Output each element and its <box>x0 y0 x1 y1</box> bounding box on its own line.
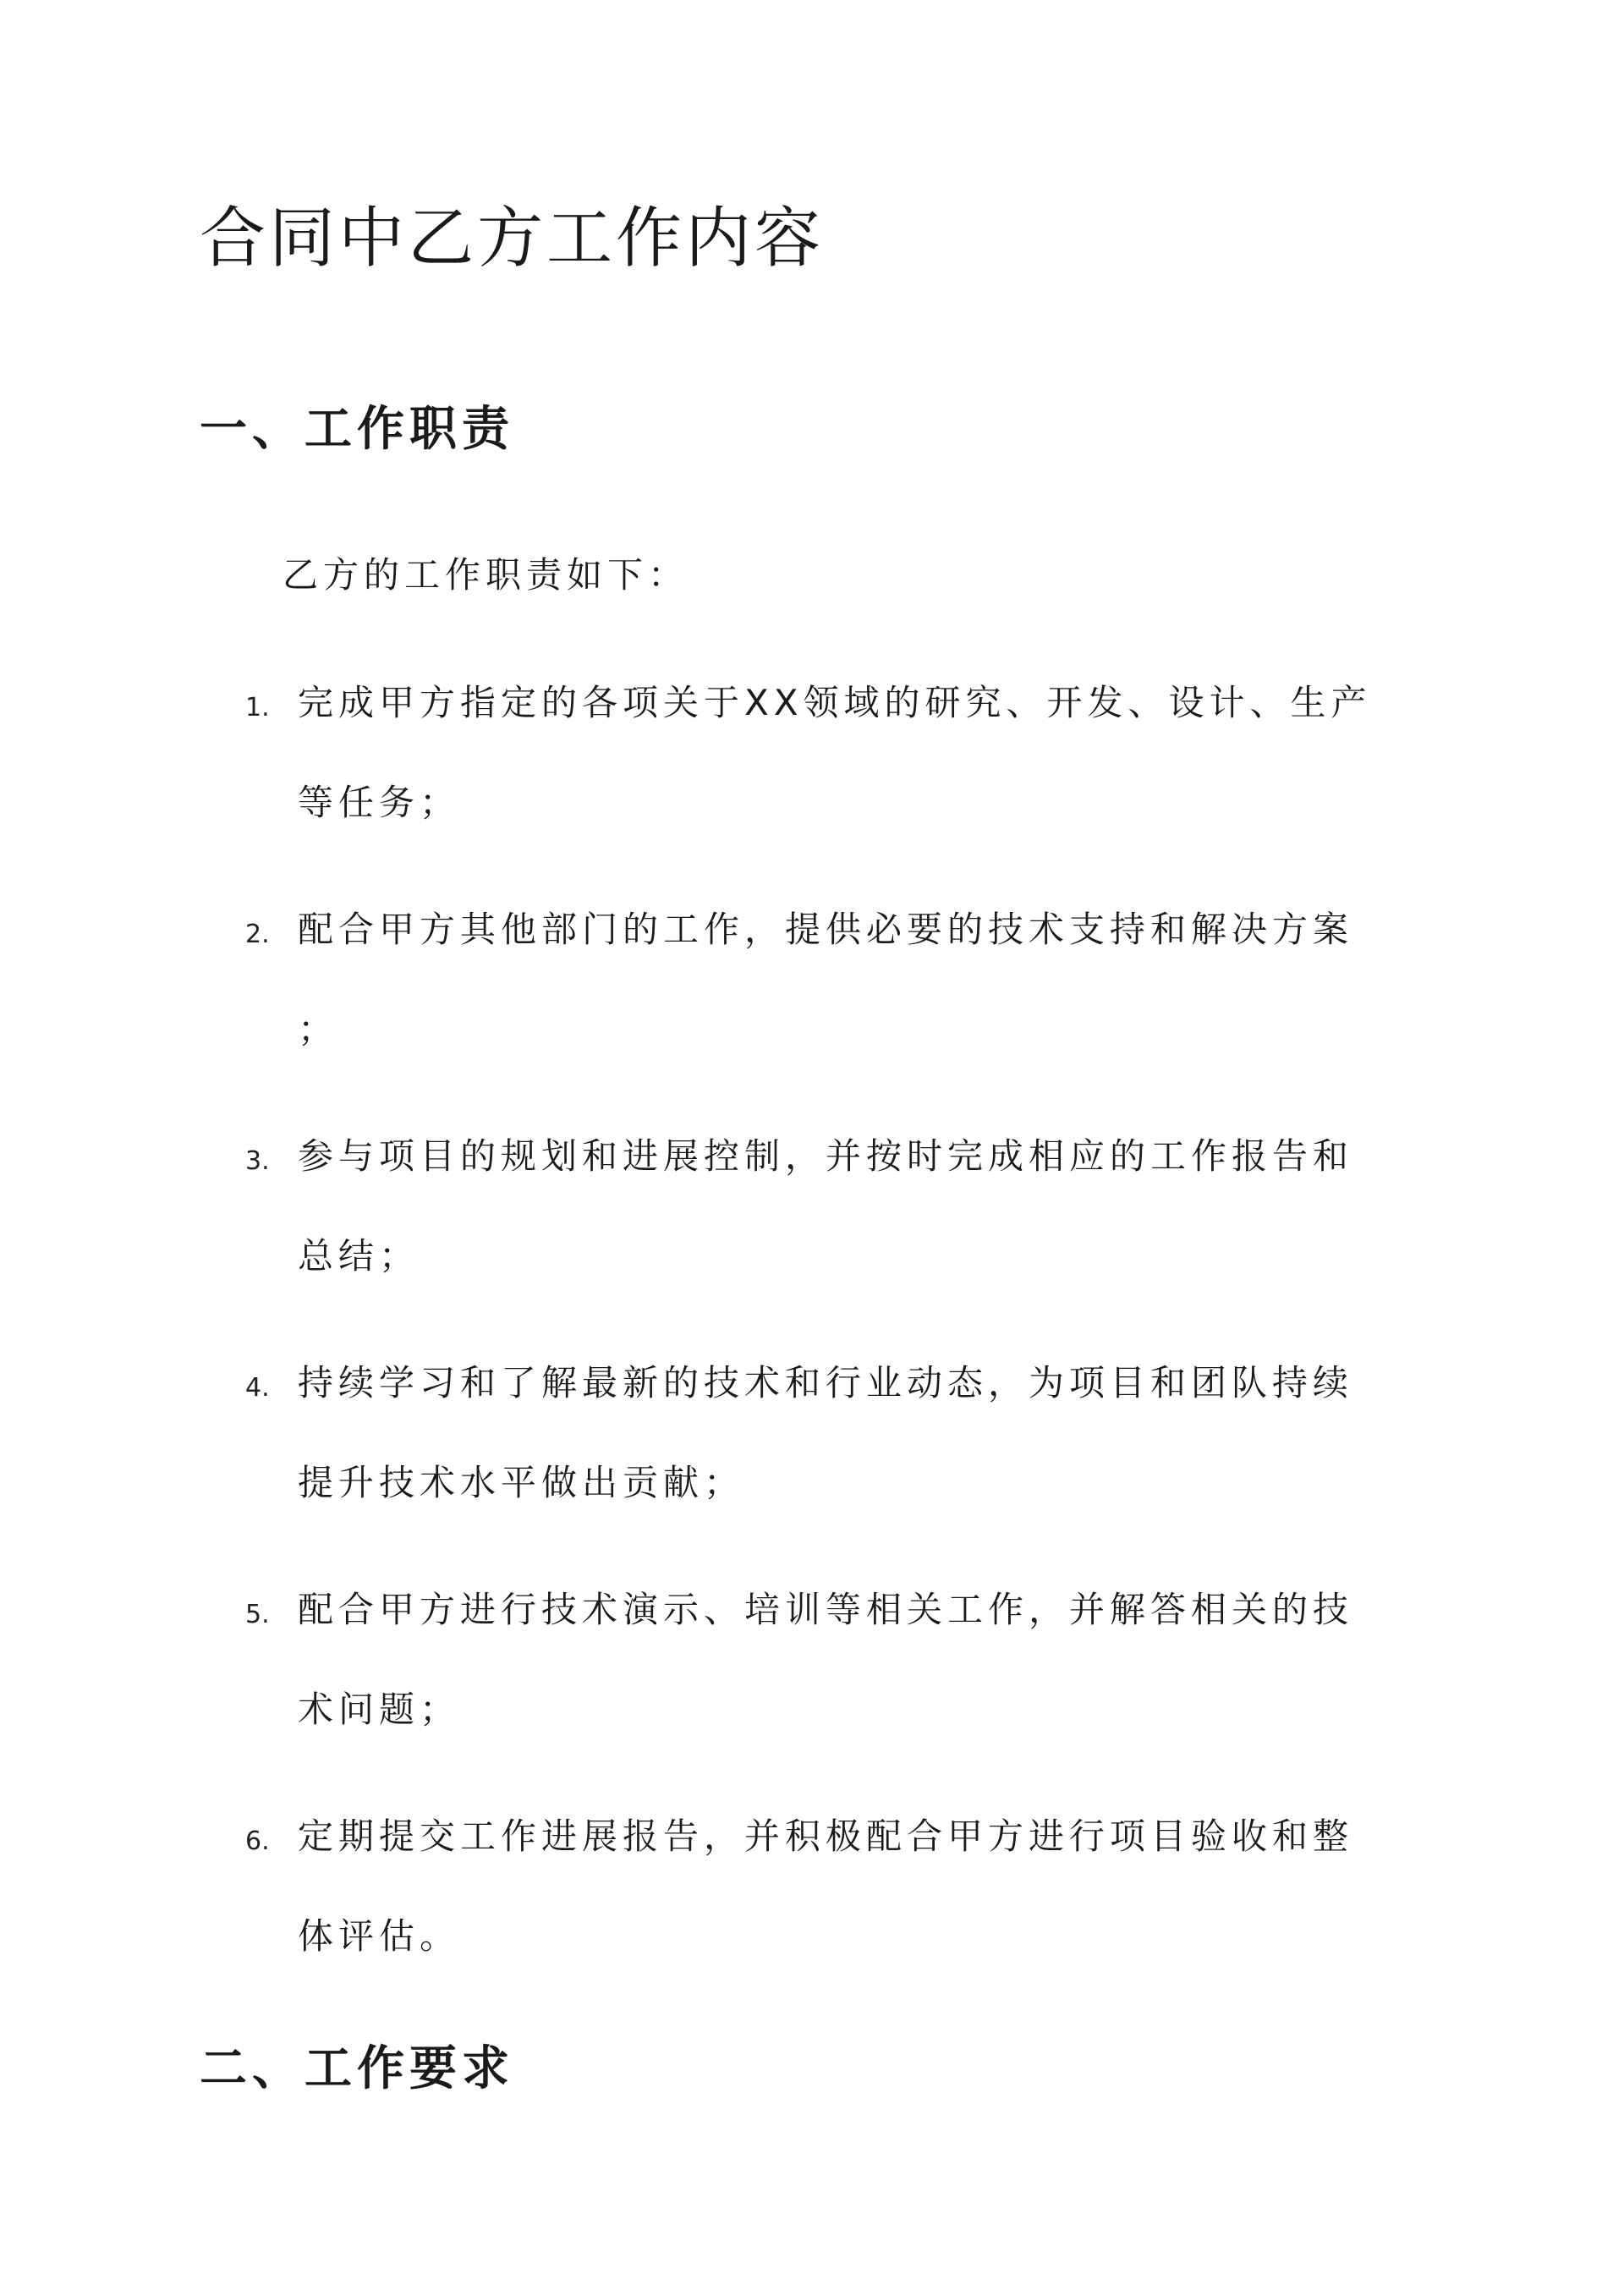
list-item-line: 体评估。 <box>298 1915 461 1957</box>
section-heading-requirements: 二、工作要求 <box>200 2041 514 2096</box>
list-item-number: 1. <box>245 693 270 722</box>
section-heading-responsibilities: 一、工作职责 <box>200 401 514 457</box>
list-item-line: 参与项目的规划和进展控制，并按时完成相应的工作报告和 <box>298 1135 1354 1177</box>
list-item-line: 定期提交工作进展报告，并积极配合甲方进行项目验收和整 <box>298 1815 1354 1857</box>
list-item-number: 2. <box>245 920 270 949</box>
list-item-text <box>298 1130 1397 1330</box>
page-title: 合同中乙方工作内容 <box>200 200 825 277</box>
list-item-number: 5. <box>245 1600 270 1629</box>
list-item-text <box>298 1810 1397 2010</box>
list-item-number: 6. <box>245 1826 270 1856</box>
list-item-text <box>298 1584 1397 1783</box>
section-intro: 乙方的工作职责如下： <box>283 554 689 596</box>
list-item-number: 3. <box>245 1146 270 1176</box>
list-item-text <box>298 1357 1397 1557</box>
list-item-text <box>298 677 1397 876</box>
list-item-line: ； <box>298 1008 339 1050</box>
list-item-number: 4. <box>245 1373 270 1403</box>
list-item-line: 术问题； <box>298 1689 461 1730</box>
list-item-line: 配合甲方进行技术演示、培训等相关工作，并解答相关的技 <box>298 1589 1354 1630</box>
list-item-line: 等任务； <box>298 782 461 823</box>
list-item-line: 完成甲方指定的各项关于XX领域的研究、开发、设计、生产 <box>298 682 1372 723</box>
list-item-line: 提升技术水平做出贡献； <box>298 1462 745 1503</box>
list-item-line: 持续学习和了解最新的技术和行业动态，为项目和团队持续 <box>298 1362 1354 1403</box>
list-item-line: 配合甲方其他部门的工作，提供必要的技术支持和解决方案 <box>298 909 1354 950</box>
list-item-text <box>298 904 1397 1103</box>
list-item-line: 总结； <box>298 1235 420 1277</box>
